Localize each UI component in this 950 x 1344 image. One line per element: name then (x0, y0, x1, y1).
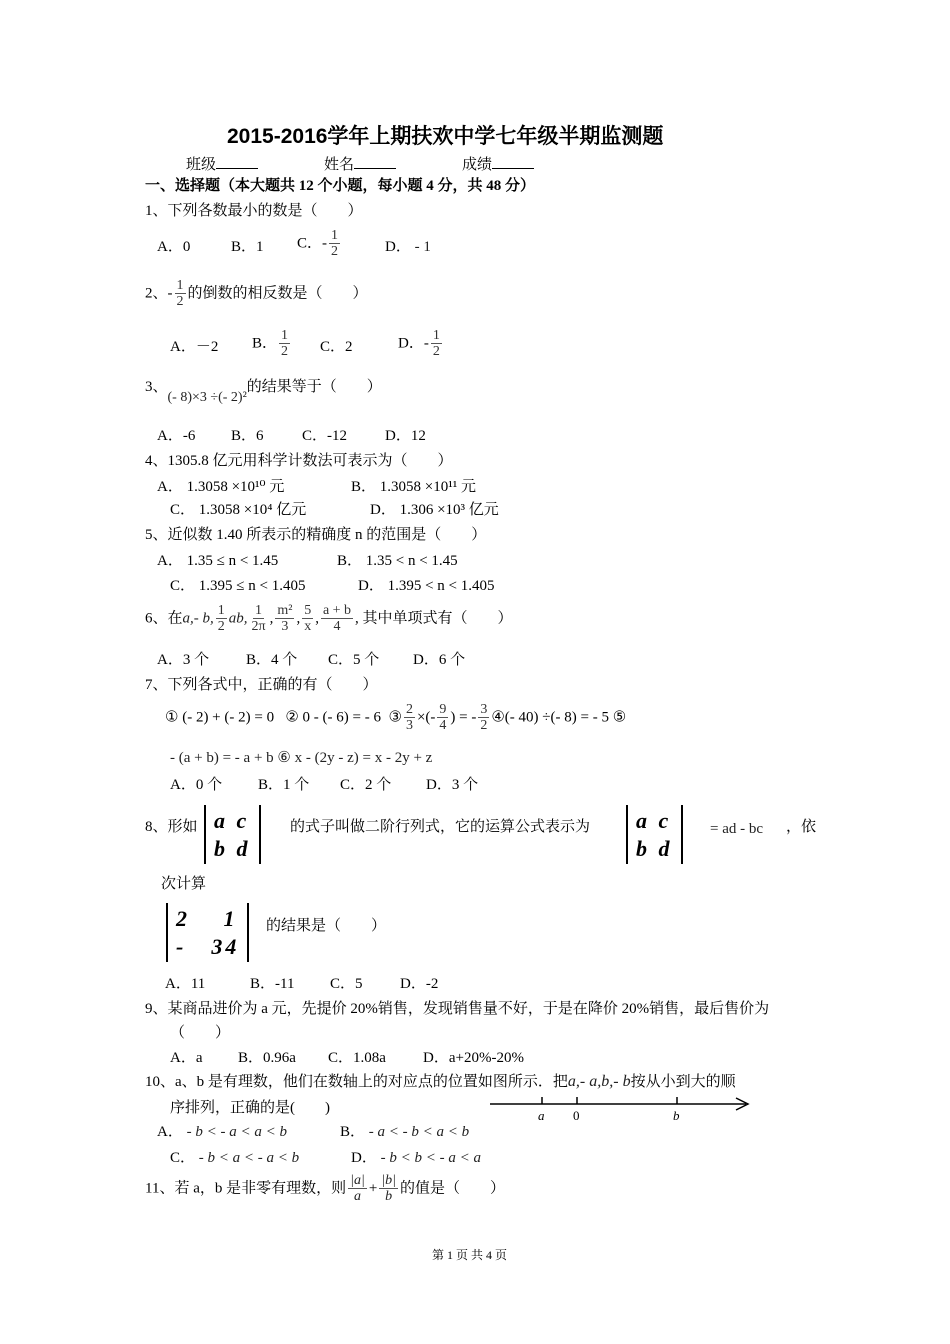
question-10-line2: 序排列，正确的是( ) (170, 1100, 330, 1116)
score-field: 成绩 (462, 154, 534, 174)
determinant-numeric: 2 1 - 34 (166, 903, 249, 962)
q9-option-c: C．1.08a (328, 1050, 386, 1066)
question-11-stem: 11、若 a，b 是非零有理数，则 $\frac{|a|}{a}$ + $\frac{|b|}{b}$ 的值是（ ） (145, 1173, 505, 1205)
question-7-stem: 7、下列各式中，正确的有（ ） (145, 677, 378, 693)
page-footer: 第 1 页 共 4 页 (432, 1248, 508, 1262)
q8-option-d: D．-2 (400, 976, 439, 992)
q2-option-c: C．2 (320, 339, 353, 355)
question-6-stem: 6、在a,- b, $\frac{1}{2}$ ab, $\frac{1}{2\pi}$ , $\frac{\text{m²}}{3}$ , $\frac{5}{x}$ , $\frac{a + b}{4}$ , 其中单项式有（ ） (145, 603, 513, 635)
question-3-stem: 3、(- 8)×3 ÷(- 2)²的结果等于（ ） (145, 379, 382, 405)
question-10-stem: 10、a、b 是有理数，他们在数轴上的对应点的位置如图所示．把a,- a,b,- b按从小到大的顺 (145, 1073, 736, 1090)
page-title: 2015-2016学年上期扶欢中学七年级半期监测题 (227, 125, 664, 148)
q5-option-d: D． 1.395 < n < 1.405 (358, 578, 495, 594)
q5-option-a: A． 1.35 ≤ n < 1.45 (157, 553, 279, 569)
q3-option-c: C．-12 (302, 428, 348, 444)
q7-option-b: B．1 个 (258, 777, 310, 793)
q8-option-a: A．11 (165, 976, 206, 992)
q1-option-c: C．- $\frac{1}{2}$ (297, 228, 339, 260)
q4-option-a: A． 1.3058 ×10¹⁰ 元 (157, 479, 285, 495)
q10-option-c: C． - b < a < - a < b (170, 1150, 300, 1166)
q2-option-b: B． $\frac{1}{2}$ (252, 328, 289, 360)
question-8-ask: 的结果是（ ） (266, 918, 387, 934)
number-line (488, 1092, 754, 1126)
q1-option-a: A．0 (157, 239, 191, 255)
question-8-pre: 8、形如 (145, 819, 198, 835)
q10-option-d: D． - b < b < - a < a (351, 1150, 481, 1166)
determinant-general-1: a c b d (204, 805, 261, 864)
q7-option-c: C．2 个 (340, 777, 392, 793)
q7-expressions-line1: ① (- 2) + (- 2) = 0 ② 0 - (- 6) = - 6 ③ $\frac{2}{3}$ ×(- $\frac{9}{4}$ ) = - $\frac{3}{2}$ ④(- 40) ÷(- 8) = - 5 ⑤ (165, 702, 627, 734)
q1-option-d: D． - 1 (385, 239, 431, 255)
name-field: 姓名 (324, 154, 396, 174)
q4-option-c: C． 1.3058 ×10⁴ 亿元 (170, 502, 307, 518)
q10-option-a: A． - b < - a < a < b (157, 1124, 287, 1140)
q9-option-d: D．a+20%-20% (423, 1050, 524, 1066)
question-2-stem: 2、- $\frac{1}{2}$ 的倒数的相反数是（ ） (145, 278, 368, 310)
q6-option-d: D．6 个 (413, 652, 466, 668)
question-9-stem: 9、某商品进价为 a 元，先提价 20%销售，发现销售量不好，于是在降价 20%销售，最后售价为 (145, 1001, 770, 1017)
q8-option-c: C．5 (330, 976, 363, 992)
q5-option-c: C． 1.395 ≤ n < 1.405 (170, 578, 306, 594)
question-5-stem: 5、近似数 1.40 所表示的精确度 n 的范围是（ ） (145, 527, 487, 543)
q6-option-b: B．4 个 (246, 652, 298, 668)
class-field: 班级 (186, 154, 258, 174)
question-8-mid: 的式子叫做二阶行列式，它的运算公式表示为 (290, 819, 591, 835)
q3-option-d: D．12 (385, 428, 426, 444)
q9-option-b: B．0.96a (238, 1050, 296, 1066)
axis-label-a: a (538, 1108, 545, 1123)
question-8-post: ，依 (786, 819, 817, 835)
q2-option-a: A．－2 (170, 339, 219, 355)
q7-option-d: D．3 个 (426, 777, 479, 793)
q4-option-b: B． 1.3058 ×10¹¹ 元 (351, 479, 476, 495)
section-heading: 一、选择题（本大题共 12 个小题，每小题 4 分，共 48 分） (145, 178, 536, 194)
determinant-general-2: a c b d (626, 805, 683, 864)
q10-option-b: B． - a < - b < a < b (340, 1124, 470, 1140)
axis-label-0: 0 (573, 1108, 580, 1123)
question-8-line2: 次计算 (161, 876, 207, 892)
q6-option-a: A．3 个 (157, 652, 210, 668)
determinant-formula: = ad - bc (710, 821, 764, 837)
question-4-stem: 4、1305.8 亿元用科学计数法可表示为（ ） (145, 453, 453, 469)
question-9-blank: （ ） (170, 1025, 231, 1041)
q2-option-d: D．- $\frac{1}{2}$ (398, 328, 440, 360)
q6-option-c: C．5 个 (328, 652, 380, 668)
q4-option-d: D． 1.306 ×10³ 亿元 (370, 502, 499, 518)
q5-option-b: B． 1.35 < n < 1.45 (337, 553, 458, 569)
axis-label-b: b (673, 1108, 680, 1123)
q1-option-b: B．1 (231, 239, 264, 255)
q3-option-a: A．-6 (157, 428, 196, 444)
q8-option-b: B．-11 (250, 976, 295, 992)
q9-option-a: A．a (170, 1050, 203, 1066)
question-1-stem: 1、下列各数最小的数是（ ） (145, 203, 363, 219)
q3-option-b: B．6 (231, 428, 264, 444)
q7-option-a: A．0 个 (170, 777, 223, 793)
q7-expressions-line2: - (a + b) = - a + b ⑥ x - (2y - z) = x - 2y + z (170, 750, 433, 766)
